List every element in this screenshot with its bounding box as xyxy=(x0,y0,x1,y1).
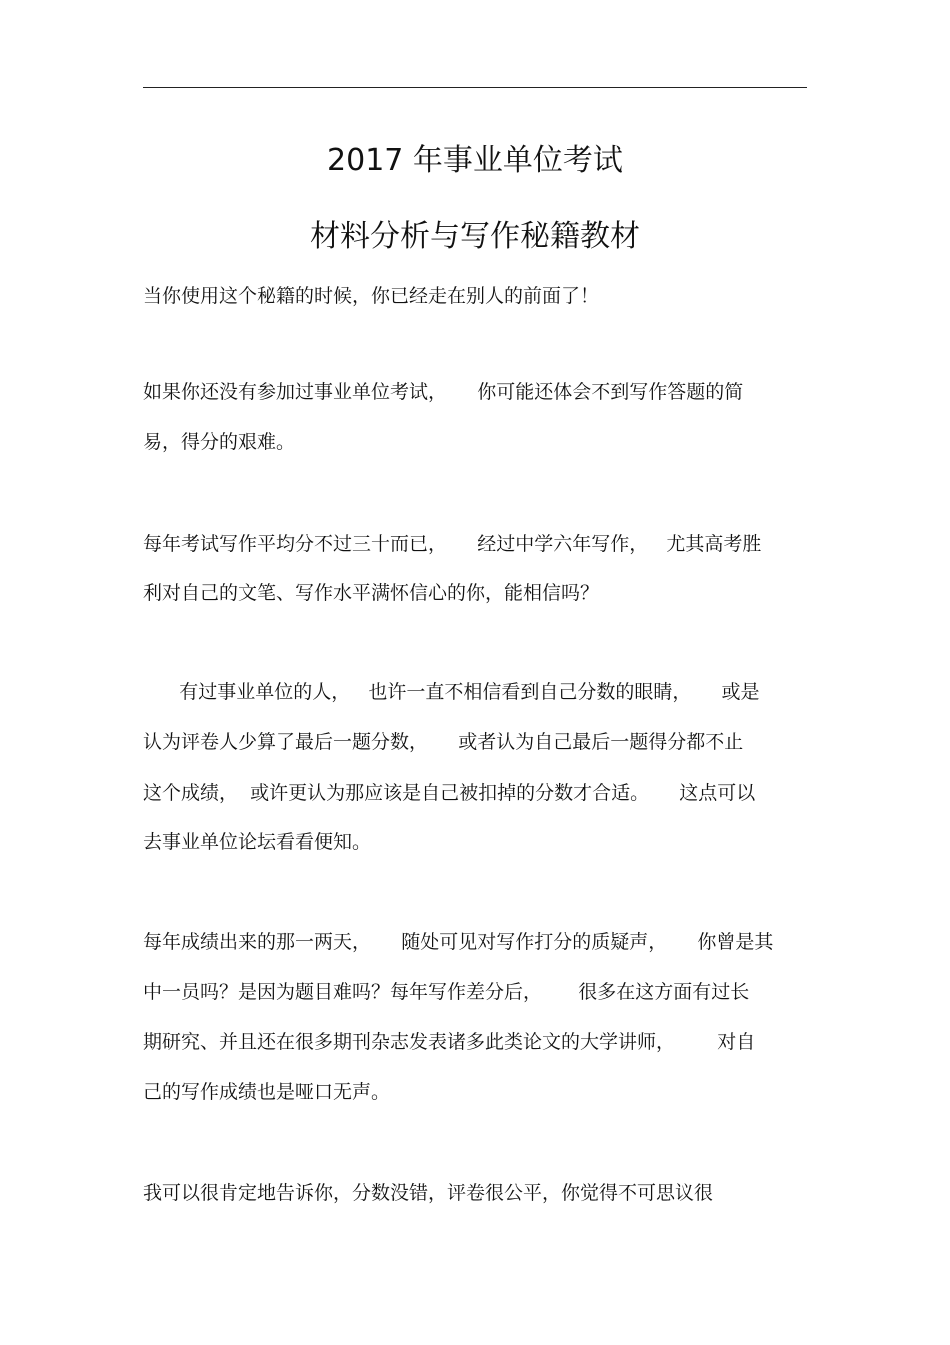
body-line: 每年考试写作平均分不过三十而已， 经过中学六年写作， 尤其高考胜 xyxy=(143,533,762,555)
body-line: 利对自己的文笔、写作水平满怀信心的你，能相信吗？ xyxy=(143,582,600,604)
header-rule xyxy=(143,87,807,88)
body-line: 如果你还没有参加过事业单位考试， 你可能还体会不到写作答题的简 xyxy=(143,381,744,403)
body-line: 中一员吗？是因为题目难吗？每年写作差分后， 很多在这方面有过长 xyxy=(143,981,750,1003)
document-subtitle: 材料分析与写作秘籍教材 xyxy=(310,219,640,254)
body-line: 易，得分的艰难。 xyxy=(143,431,296,453)
body-line: 当你使用这个秘籍的时候，你已经走在别人的前面了！ xyxy=(143,285,600,307)
document-title: 2017 年事业单位考试 xyxy=(327,143,623,178)
body-line: 己的写作成绩也是哑口无声。 xyxy=(143,1081,391,1103)
body-line: 有过事业单位的人， 也许一直不相信看到自己分数的眼睛， 或是 xyxy=(143,681,760,703)
body-line: 我可以很肯定地告诉你，分数没错，评卷很公平，你觉得不可思议很 xyxy=(143,1182,714,1204)
body-line: 去事业单位论坛看看便知。 xyxy=(143,831,372,853)
body-line: 期研究、并且还在很多期刊杂志发表诸多此类论文的大学讲师， 对自 xyxy=(143,1031,756,1053)
body-line: 认为评卷人少算了最后一题分数， 或者认为自己最后一题得分都不止 xyxy=(143,731,744,753)
body-line: 这个成绩， 或许更认为那应该是自己被扣掉的分数才合适。 这点可以 xyxy=(143,782,756,804)
body-line: 每年成绩出来的那一两天， 随处可见对写作打分的质疑声， 你曾是其 xyxy=(143,931,774,953)
